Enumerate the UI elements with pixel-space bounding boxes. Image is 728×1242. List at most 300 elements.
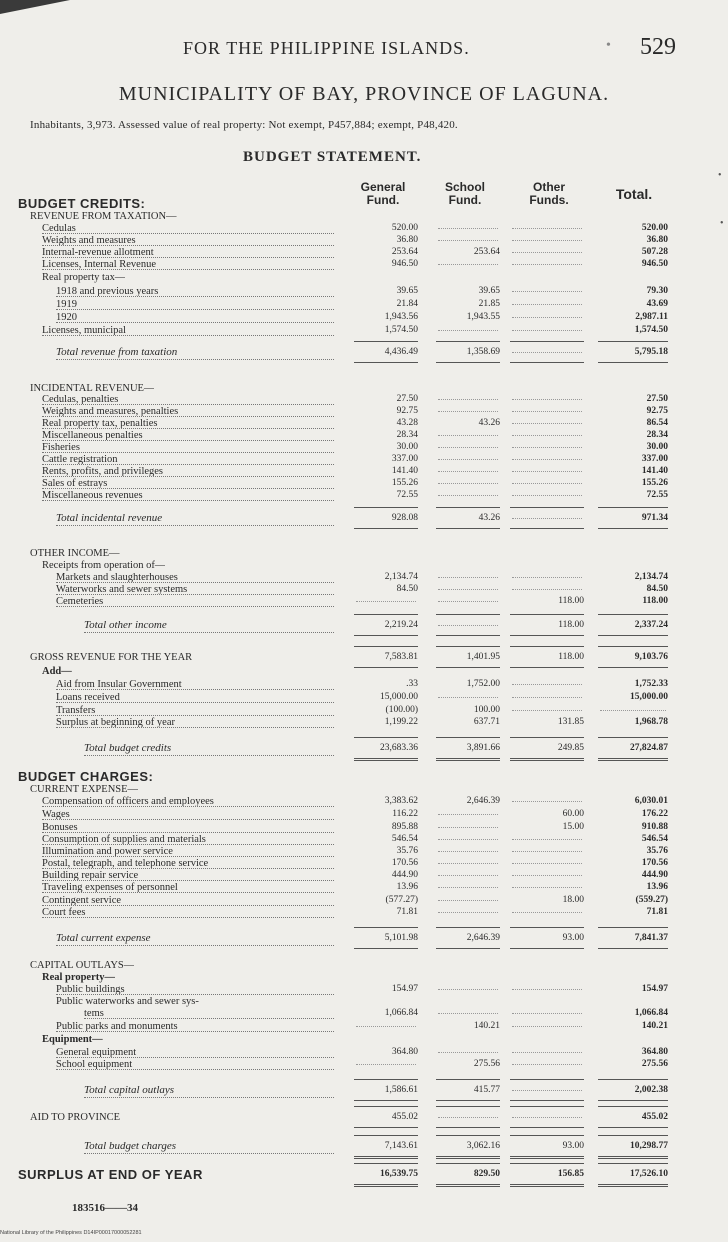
total-underline [354, 1100, 418, 1101]
sum-rule [598, 507, 668, 508]
total-underline [510, 1100, 584, 1101]
empty-cell-leader [512, 518, 582, 519]
total-underline [598, 528, 668, 529]
total-underline [436, 362, 500, 363]
empty-cell-leader [438, 459, 498, 460]
sum-rule [510, 646, 584, 647]
sum-rule [598, 737, 668, 738]
cell-g: 84.50 [396, 584, 418, 594]
table-row [0, 1111, 728, 1124]
cell-g: .33 [406, 679, 418, 689]
empty-cell-leader [512, 710, 582, 711]
cell-t: 141.40 [641, 466, 668, 476]
cell-g: 13.96 [396, 882, 418, 892]
cell-g: 7,143.61 [384, 1141, 418, 1151]
row-label: Building repair service [42, 869, 334, 881]
sum-rule [510, 1106, 584, 1107]
total-underline [436, 948, 500, 949]
cell-s: 1,943.55 [466, 312, 500, 322]
table-row [0, 324, 728, 337]
cell-t: 79.30 [646, 286, 668, 296]
row-label: Receipts from operation of— [42, 560, 166, 571]
cell-g: 15,000.00 [380, 692, 418, 702]
cell-t: 455.02 [641, 1112, 668, 1122]
empty-cell-leader [438, 1013, 498, 1014]
cell-s: 140.21 [473, 1021, 500, 1031]
empty-cell-leader [512, 330, 582, 331]
empty-cell-leader [438, 399, 498, 400]
cell-t: 2,134.74 [634, 572, 668, 582]
empty-cell-leader [512, 459, 582, 460]
cell-o: 93.00 [562, 933, 584, 943]
empty-cell-leader [512, 252, 582, 253]
cell-g: 39.65 [396, 286, 418, 296]
table-row [0, 795, 728, 808]
cell-s: 1,358.69 [466, 347, 500, 357]
cell-g: 27.50 [396, 394, 418, 404]
cell-g: 23,683.36 [380, 743, 418, 753]
empty-cell-leader [438, 625, 498, 626]
cell-g: 1,943.56 [384, 312, 418, 322]
cell-o: 93.00 [562, 1141, 584, 1151]
cell-t: 13.96 [646, 882, 668, 892]
table-row [0, 1058, 728, 1071]
row-label: Public buildings [56, 983, 334, 995]
row-label: AID TO PROVINCE [30, 1112, 121, 1123]
row-label: 1920 [56, 311, 334, 323]
table-row [0, 298, 728, 311]
row-label: Surplus at beginning of year [56, 716, 334, 728]
row-label: Real property— [42, 972, 116, 983]
cell-t: 30.00 [646, 442, 668, 452]
table-row [0, 512, 728, 525]
sum-rule [510, 1163, 584, 1164]
table-row [0, 691, 728, 704]
table-row [0, 271, 728, 284]
row-label: Wages [42, 808, 334, 820]
empty-cell-leader [512, 989, 582, 990]
cell-t: 971.34 [641, 513, 668, 523]
cell-g: 946.50 [391, 259, 418, 269]
total-underline [436, 1156, 500, 1159]
row-label: Public waterworks and sewer sys- [56, 996, 199, 1007]
empty-cell-leader [512, 240, 582, 241]
total-underline [436, 758, 500, 761]
cell-g: 7,583.81 [384, 652, 418, 662]
row-label: Total incidental revenue [56, 512, 334, 526]
total-underline [436, 1127, 500, 1128]
row-label: Internal-revenue allotment [42, 246, 334, 258]
row-label: Cattle registration [42, 453, 334, 465]
empty-cell-leader [512, 483, 582, 484]
empty-cell-leader [512, 1117, 582, 1118]
cell-g: 253.64 [391, 247, 418, 257]
cell-g: 2,219.24 [384, 620, 418, 630]
cell-g: 35.76 [396, 846, 418, 856]
empty-cell-leader [512, 435, 582, 436]
sum-rule [510, 1135, 584, 1136]
sum-rule [354, 927, 418, 928]
empty-cell-leader [438, 989, 498, 990]
cell-t: 72.55 [646, 490, 668, 500]
cell-s: 275.56 [473, 1059, 500, 1069]
total-underline [436, 528, 500, 529]
row-label: SURPLUS AT END OF YEAR [18, 1168, 203, 1181]
total-underline [354, 635, 418, 636]
empty-cell-leader [512, 411, 582, 412]
cell-t: 27,824.87 [630, 743, 668, 753]
sum-rule [510, 737, 584, 738]
cell-t: 170.56 [641, 858, 668, 868]
cell-t: 35.76 [646, 846, 668, 856]
empty-cell-leader [438, 912, 498, 913]
row-label: CURRENT EXPENSE— [30, 784, 139, 795]
empty-cell-leader [512, 264, 582, 265]
row-label: Fisheries [42, 441, 334, 453]
cell-t: 275.56 [641, 1059, 668, 1069]
row-label: Total budget charges [84, 1140, 334, 1154]
sum-rule [354, 646, 418, 647]
total-underline [598, 1127, 668, 1128]
sum-rule [436, 1106, 500, 1107]
row-label: Real property tax— [42, 272, 126, 283]
cell-g: 28.34 [396, 430, 418, 440]
empty-cell-leader [356, 1064, 416, 1065]
cell-t: 9,103.76 [634, 652, 668, 662]
table-row [0, 595, 728, 608]
inhabitants-line: Inhabitants, 3,973. Assessed value of real property: Not exempt, P457,884; exempt, P48,420. [30, 119, 458, 131]
sum-rule [598, 1106, 668, 1107]
running-title: FOR THE PHILIPPINE ISLANDS. [183, 38, 470, 58]
row-label: CAPITAL OUTLAYS— [30, 960, 135, 971]
cell-t: 6,030.01 [634, 796, 668, 806]
cell-g: 36.80 [396, 235, 418, 245]
margin-mark: • [718, 170, 722, 181]
cell-t: 176.22 [641, 809, 668, 819]
cell-t: 364.80 [641, 1047, 668, 1057]
empty-cell-leader [512, 471, 582, 472]
cell-o: 118.00 [558, 652, 584, 662]
row-label: 1919 [56, 298, 334, 310]
sum-rule [598, 646, 668, 647]
cell-s: 100.00 [473, 705, 500, 715]
empty-cell-leader [438, 814, 498, 815]
empty-cell-leader [600, 710, 666, 711]
empty-cell-leader [438, 697, 498, 698]
cell-s: 253.64 [473, 247, 500, 257]
table-row [0, 619, 728, 632]
empty-cell-leader [438, 495, 498, 496]
empty-cell-leader [512, 399, 582, 400]
library-tag: National Library of the Philippines D14IP00017000052281 [0, 1230, 142, 1236]
cell-s: 2,646.39 [466, 933, 500, 943]
empty-cell-leader [512, 1026, 582, 1027]
table-row [0, 678, 728, 691]
cell-t: 155.26 [641, 478, 668, 488]
cell-o: 18.00 [562, 895, 584, 905]
cell-g: 455.02 [391, 1112, 418, 1122]
cell-t: 2,002.38 [634, 1085, 668, 1095]
total-underline [354, 1127, 418, 1128]
sum-rule [598, 614, 668, 615]
row-label: Miscellaneous penalties [42, 429, 334, 441]
row-label: Loans received [56, 691, 334, 703]
empty-cell-leader [438, 330, 498, 331]
row-label: Consumption of supplies and materials [42, 833, 334, 845]
cell-g: 5,101.98 [384, 933, 418, 943]
table-row [0, 285, 728, 298]
table-row [0, 258, 728, 271]
table-row [0, 716, 728, 729]
column-header-total: Total. [615, 186, 653, 202]
empty-cell-leader [512, 863, 582, 864]
cell-t: 36.80 [646, 235, 668, 245]
row-label: Add— [42, 666, 72, 677]
table-row [0, 1084, 728, 1097]
table-row [0, 1140, 728, 1153]
cell-t: 520.00 [641, 223, 668, 233]
empty-cell-leader [512, 304, 582, 305]
empty-cell-leader [438, 887, 498, 888]
cell-s: 1,752.00 [466, 679, 500, 689]
cell-t: 1,066.84 [634, 1008, 668, 1018]
sum-rule [436, 1135, 500, 1136]
cell-g: 3,383.62 [384, 796, 418, 806]
empty-cell-leader [512, 1052, 582, 1053]
empty-cell-leader [438, 589, 498, 590]
row-label: Total revenue from taxation [56, 346, 334, 360]
sum-rule [510, 614, 584, 615]
empty-cell-leader [438, 577, 498, 578]
empty-cell-leader [512, 1090, 582, 1091]
empty-cell-leader [512, 1064, 582, 1065]
cell-t: 2,987.11 [635, 312, 668, 322]
cell-t: 86.54 [646, 418, 668, 428]
row-label: Court fees [42, 906, 334, 918]
sum-rule [354, 1135, 418, 1136]
cell-o: 249.85 [557, 743, 584, 753]
row-label: Miscellaneous revenues [42, 489, 334, 501]
empty-cell-leader [438, 839, 498, 840]
table-row [0, 1020, 728, 1033]
row-label: General equipment [56, 1046, 334, 1058]
empty-cell-leader [512, 839, 582, 840]
row-label: Rents, profits, and privileges [42, 465, 334, 477]
cell-t: 10,298.77 [630, 1141, 668, 1151]
empty-cell-leader [512, 291, 582, 292]
total-underline [354, 948, 418, 949]
row-label: Illumination and power service [42, 845, 334, 857]
cell-g: 337.00 [391, 454, 418, 464]
empty-cell-leader [438, 228, 498, 229]
cell-t: 1,752.33 [634, 679, 668, 689]
table-row [0, 770, 728, 783]
table-row [0, 1033, 728, 1046]
cell-g: 72.55 [396, 490, 418, 500]
cell-t: 28.34 [646, 430, 668, 440]
cell-t: 71.81 [646, 907, 668, 917]
empty-cell-leader [512, 887, 582, 888]
table-row [0, 808, 728, 821]
row-label: Transfers [56, 704, 334, 716]
empty-cell-leader [512, 495, 582, 496]
cell-s: 829.50 [473, 1169, 500, 1179]
cell-s: 21.85 [478, 299, 500, 309]
empty-cell-leader [438, 264, 498, 265]
empty-cell-leader [512, 684, 582, 685]
cell-o: 15.00 [562, 822, 584, 832]
row-label: Postal, telegraph, and telephone service [42, 857, 334, 869]
cell-t: 92.75 [646, 406, 668, 416]
empty-cell-leader [438, 875, 498, 876]
table-row [0, 311, 728, 324]
cell-s: 43.26 [478, 418, 500, 428]
total-underline [598, 948, 668, 949]
sum-rule [598, 341, 668, 342]
cell-g: 155.26 [391, 478, 418, 488]
cell-g: 364.80 [391, 1047, 418, 1057]
total-underline [510, 635, 584, 636]
row-label: School equipment [56, 1058, 334, 1070]
cell-t: 15,000.00 [630, 692, 668, 702]
sum-rule [354, 737, 418, 738]
table-row [0, 489, 728, 502]
total-underline [510, 1127, 584, 1128]
sum-rule [510, 927, 584, 928]
table-row [0, 906, 728, 919]
empty-cell-leader [438, 483, 498, 484]
cell-t: 2,337.24 [634, 620, 668, 630]
sum-rule [354, 341, 418, 342]
row-label: OTHER INCOME— [30, 548, 120, 559]
cell-g: 16,539.75 [380, 1169, 418, 1179]
total-underline [510, 758, 584, 761]
sum-rule [354, 1106, 418, 1107]
empty-cell-leader [438, 447, 498, 448]
sum-rule [354, 1079, 418, 1080]
total-underline [436, 1184, 500, 1187]
sum-rule [436, 646, 500, 647]
cell-t: 154.97 [641, 984, 668, 994]
sum-rule [436, 614, 500, 615]
row-label: Public parks and monuments [56, 1020, 334, 1032]
row-label: Cedulas [42, 222, 334, 234]
empty-cell-leader [438, 900, 498, 901]
total-underline [354, 362, 418, 363]
cell-g: 71.81 [396, 907, 418, 917]
header-dot: • [606, 38, 611, 53]
sum-rule [598, 927, 668, 928]
empty-cell-leader [356, 1026, 416, 1027]
sum-rule [354, 614, 418, 615]
cell-g: 92.75 [396, 406, 418, 416]
cell-t: 27.50 [646, 394, 668, 404]
empty-cell-leader [512, 801, 582, 802]
cell-g: (100.00) [385, 705, 418, 715]
table-row [0, 651, 728, 664]
row-label: Licenses, Internal Revenue [42, 258, 334, 270]
empty-cell-leader [438, 411, 498, 412]
row-label: Cemeteries [56, 595, 334, 607]
empty-cell-leader [512, 447, 582, 448]
cell-t: 140.21 [641, 1021, 668, 1031]
cell-g: 21.84 [396, 299, 418, 309]
cell-t: 5,795.18 [634, 347, 668, 357]
sum-rule [598, 1163, 668, 1164]
total-underline [598, 758, 668, 761]
table-row [0, 932, 728, 945]
row-label: Bonuses [42, 821, 334, 833]
cell-g: 1,199.22 [384, 717, 418, 727]
cell-o: 60.00 [562, 809, 584, 819]
cell-t: 118.00 [642, 596, 668, 606]
margin-mark: • [720, 218, 724, 229]
row-label: Aid from Insular Government [56, 678, 334, 690]
sum-rule [436, 737, 500, 738]
row-label: tems [84, 1007, 334, 1019]
empty-cell-leader [438, 471, 498, 472]
cell-g: 116.22 [392, 809, 418, 819]
row-label: Real property tax, penalties [42, 417, 334, 429]
empty-cell-leader [438, 435, 498, 436]
empty-cell-leader [438, 863, 498, 864]
total-underline [598, 362, 668, 363]
print-code: 183516——34 [72, 1202, 138, 1214]
row-label: INCIDENTAL REVENUE— [30, 383, 155, 394]
cell-s: 3,891.66 [466, 743, 500, 753]
sum-rule [598, 1135, 668, 1136]
total-underline [598, 635, 668, 636]
cell-s: 2,646.39 [466, 796, 500, 806]
row-label: Cedulas, penalties [42, 393, 334, 405]
sum-rule [354, 1163, 418, 1164]
cell-s: 39.65 [478, 286, 500, 296]
cell-s: 3,062.16 [466, 1141, 500, 1151]
cell-g: 43.28 [396, 418, 418, 428]
empty-cell-leader [512, 1013, 582, 1014]
row-label: Weights and measures [42, 234, 334, 246]
sum-rule [510, 507, 584, 508]
total-underline [354, 758, 418, 761]
row-label: BUDGET CREDITS: [18, 197, 146, 210]
empty-cell-leader [438, 851, 498, 852]
cell-t: 910.88 [641, 822, 668, 832]
cell-t: 17,526.10 [630, 1169, 668, 1179]
cell-t: 7,841.37 [634, 933, 668, 943]
total-underline [354, 1156, 418, 1159]
cell-o: 118.00 [558, 596, 584, 606]
sum-rule [436, 1163, 500, 1164]
row-label: Total capital outlays [84, 1084, 334, 1098]
total-underline [598, 1184, 668, 1187]
cell-g: 4,436.49 [384, 347, 418, 357]
cell-g: 546.54 [391, 834, 418, 844]
empty-cell-leader [438, 1117, 498, 1118]
total-underline [436, 635, 500, 636]
sum-rule [354, 507, 418, 508]
empty-cell-leader [512, 352, 582, 353]
sum-rule [510, 1079, 584, 1080]
total-underline [598, 1156, 668, 1159]
row-label: Total current expense [56, 932, 334, 946]
row-label: Weights and measures, penalties [42, 405, 334, 417]
empty-cell-leader [438, 601, 498, 602]
cell-g: 2,134.74 [384, 572, 418, 582]
row-label: Markets and slaughterhouses [56, 571, 334, 583]
table-row [0, 197, 728, 210]
sum-rule [436, 341, 500, 342]
empty-cell-leader [512, 697, 582, 698]
